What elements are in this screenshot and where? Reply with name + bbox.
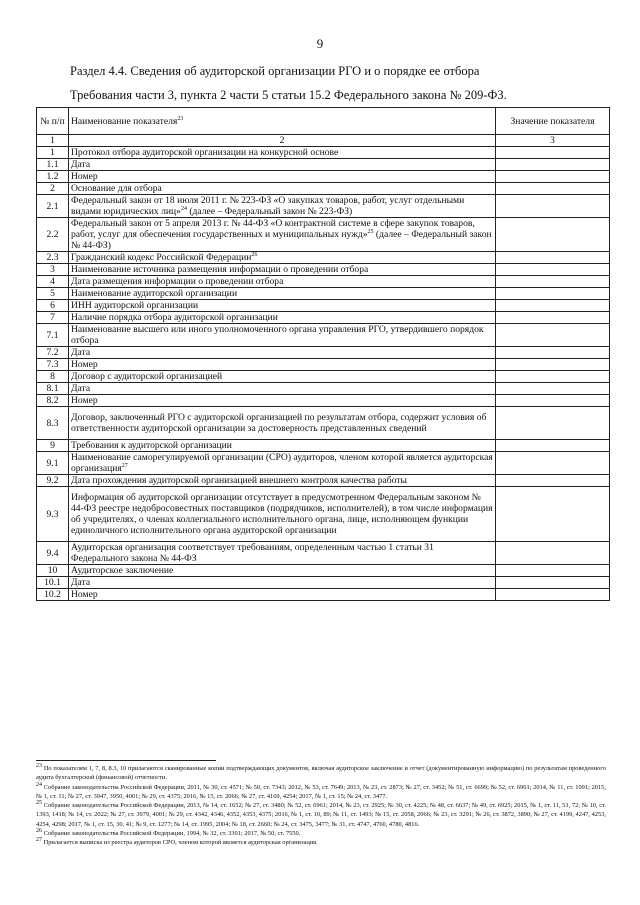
footnote — [36, 764, 606, 783]
table-row — [37, 395, 610, 407]
indicator-text: Номер — [71, 171, 98, 182]
row-value — [496, 300, 610, 312]
indicator-text: Дата — [71, 347, 91, 358]
table-row — [37, 288, 610, 300]
row-indicator-name — [69, 276, 496, 288]
indicator-text: Наименование высшего или иного уполномоченного органа управления РГО, утвердившего порядок отбора — [71, 324, 484, 346]
page-number: 9 — [316, 36, 324, 51]
table-body — [37, 147, 610, 601]
footnote — [36, 801, 606, 829]
row-indicator-name — [69, 264, 496, 276]
row-num: 2.2 — [37, 218, 69, 252]
header-value: Значение показателя — [496, 108, 610, 135]
row-num: 7 — [37, 312, 69, 324]
footnote-text: Собрание законодательства Российской Федерации, 2013, № 14, ст. 1652; № 27, ст. 3480; № 52, ст. 6961; 2014, № 23, ст. 2925; № 30, ст. 4225; № 48, ст. 6637; № 49, ст. 6925; 2015, № 1, ст. 11, 51, 72; № 10, ст. 1393, 1418; № 14, ст. 2022; № 27, ст. 3979, 4001; № 29, ст. 4342, 4346, 4352, 4353, 4375; 2016, № 1, ст. 10, 89; № 11, ст. 1493; № 15, ст. 2058, 2066; № 23, ст. 3291; № 26, ст. 3872, 3890; № 27, ст. 4199, 4247, 4253, 4254, 4298; 2017, № 1, ст. 15, 30, 41; № 9, ст. 1277; № 14, ст. 1995, 2004; № 18, ст. 2660; № 24, ст. 3475, 3477; № 31, ст. 4747, 4760, 4780, 4816. — [36, 802, 607, 828]
row-value — [496, 252, 610, 264]
header-name: Наименование показателя$^{23}$ — [69, 108, 496, 135]
row-num: 1.1 — [37, 159, 69, 171]
row-indicator-name — [69, 395, 496, 407]
row-num: 4 — [37, 276, 69, 288]
table-row — [37, 347, 610, 359]
row-indicator-name — [69, 383, 496, 395]
row-indicator-name — [69, 288, 496, 300]
row-indicator-name — [69, 487, 496, 542]
indicator-text: Номер — [71, 589, 98, 600]
indicator-text: Протокол отбора аудиторской организации на конкурсной основе — [71, 147, 339, 158]
table-row — [37, 218, 610, 252]
indicator-text: Номер — [71, 395, 98, 406]
footnote-number: 26 — [36, 827, 42, 834]
row-indicator-name — [69, 312, 496, 324]
indicator-text: Требования к аудиторской организации — [71, 440, 232, 451]
row-num: 1 — [37, 147, 69, 159]
row-value — [496, 159, 610, 171]
row-value — [496, 407, 610, 440]
requirements-title: Требования части 3, пункта 2 части 5 статьи 15.2 Федерального закона № 209-ФЗ. — [70, 88, 507, 102]
footnote-number: 24 — [36, 781, 42, 788]
row-indicator-name — [69, 195, 496, 218]
table-row — [37, 577, 610, 589]
table-row — [37, 475, 610, 487]
row-value — [496, 359, 610, 371]
indicator-text: Основание для отбора — [71, 183, 162, 194]
indicator-text: Гражданский кодекс Российской Федерации — [71, 252, 252, 263]
row-value — [496, 487, 610, 542]
footnote-number: 27 — [36, 837, 42, 844]
table-row — [37, 300, 610, 312]
row-num: 9.3 — [37, 487, 69, 542]
row-indicator-name — [69, 218, 496, 252]
row-indicator-name — [69, 300, 496, 312]
table-row — [37, 565, 610, 577]
row-value — [496, 324, 610, 347]
footnote-mark: 24 — [180, 205, 187, 212]
row-num: 2 — [37, 183, 69, 195]
row-value — [496, 577, 610, 589]
row-value — [496, 589, 610, 601]
row-num: 2.1 — [37, 195, 69, 218]
row-num: 1.2 — [37, 171, 69, 183]
footnote-text: По показателям 1, 7, 8, 8.3, 10 прилагаются сканированные копии подтверждающих документов, включая аудиторское заключение и отчет (документированную информацию) по результатам проведенного аудита бухгалтерской (финансовой) отчетности. — [36, 765, 606, 782]
row-num: 10.2 — [37, 589, 69, 601]
indicator-text: Дата — [71, 159, 91, 170]
footnote-mark: 27 — [121, 462, 128, 469]
table-row — [37, 383, 610, 395]
col-number-2: 2 — [69, 135, 496, 147]
row-value — [496, 264, 610, 276]
row-num: 7.2 — [37, 347, 69, 359]
col-number-1: 1 — [37, 135, 69, 147]
indicator-text: Дата — [71, 577, 91, 588]
row-value — [496, 452, 610, 475]
indicator-text: Номер — [71, 359, 98, 370]
row-value — [496, 383, 610, 395]
row-indicator-name — [69, 159, 496, 171]
row-value — [496, 288, 610, 300]
footnote-divider — [36, 760, 216, 761]
table-row — [37, 147, 610, 159]
row-num: 9 — [37, 440, 69, 452]
row-value — [496, 218, 610, 252]
row-num: 7.1 — [37, 324, 69, 347]
table-row — [37, 440, 610, 452]
row-indicator-name — [69, 359, 496, 371]
indicator-text: Наименование аудиторской организации — [71, 288, 238, 299]
footnote — [36, 829, 606, 838]
row-indicator-name — [69, 252, 496, 264]
row-value — [496, 542, 610, 565]
section-title: Раздел 4.4. Сведения об аудиторской организации РГО и о порядке ее отбора — [70, 64, 480, 78]
footnote-mark: 26 — [251, 251, 258, 258]
row-value — [496, 195, 610, 218]
row-num: 3 — [37, 264, 69, 276]
footnote-text: Собрание законодательства Российской Федерации, 2011, № 30, ст. 4571; № 50, ст. 7343; 2012, № 53, ст. 7649; 2013, № 23, ст. 2873; № 27, ст. 3452; № 51, ст. 6699; № 52, ст. 6961; 2014, № 11, ст. 1091; 2015, № 1, ст. 11; № 27, ст. 3947, 3950, 4001; № 29, ст. 4375; 2016, № 15, ст. 2066; № 27, ст. 4169, 4254; 2017, № 1, ст. 15; № 24, ст. 3477. — [36, 783, 606, 800]
table-row — [37, 159, 610, 171]
row-value — [496, 371, 610, 383]
row-num: 9.2 — [37, 475, 69, 487]
row-value — [496, 276, 610, 288]
row-indicator-name — [69, 440, 496, 452]
indicator-text: Наименование саморегулируемой организации (СРО) аудиторов, членом которой является аудиторская организация — [71, 452, 493, 474]
row-value — [496, 312, 610, 324]
row-value — [496, 347, 610, 359]
row-indicator-name — [69, 452, 496, 475]
row-num: 2.3 — [37, 252, 69, 264]
table-row — [37, 407, 610, 440]
indicator-text: Аудиторская организация соответствует требованиям, определенным частью 1 статьи 31 Федерального закона № 44-ФЗ — [71, 542, 434, 564]
row-indicator-name — [69, 324, 496, 347]
footnote — [36, 838, 606, 847]
row-indicator-name — [69, 589, 496, 601]
row-num: 10.1 — [37, 577, 69, 589]
row-num: 8.2 — [37, 395, 69, 407]
indicator-text: Федеральный закон от 18 июля 2011 г. № 223-ФЗ «О закупках товаров, работ, услуг отдельными видами юридических лиц» — [71, 195, 465, 217]
table-row — [37, 252, 610, 264]
table-row — [37, 324, 610, 347]
row-indicator-name — [69, 147, 496, 159]
row-num: 8.1 — [37, 383, 69, 395]
footnote — [36, 783, 606, 802]
table-row — [37, 452, 610, 475]
row-num: 8.3 — [37, 407, 69, 440]
indicator-text: Наличие порядка отбора аудиторской организации — [71, 312, 278, 323]
row-indicator-name — [69, 171, 496, 183]
table-row — [37, 183, 610, 195]
row-value — [496, 440, 610, 452]
footnote-text: Собрание законодательства Российской Федерации, 1994, № 32, ст. 3301; 2017, № 50, ст. 7550. — [43, 830, 301, 838]
table-row — [37, 589, 610, 601]
footnote-number: 25 — [36, 800, 42, 807]
table-row — [37, 312, 610, 324]
row-value — [496, 147, 610, 159]
row-indicator-name — [69, 347, 496, 359]
row-indicator-name — [69, 475, 496, 487]
row-num: 5 — [37, 288, 69, 300]
table-row — [37, 371, 610, 383]
row-value — [496, 183, 610, 195]
indicator-text: Информация об аудиторской организации отсутствует в предусмотренном Федеральным законом № 44-ФЗ реестре недобросовестных поставщиков (подрядчиков, исполнителей), в том числе информация об учредителях, о членах коллегиального исполнительного органа, лице, исполняющем функции единоличного исполнительного органа аудиторской организации — [71, 492, 493, 536]
table-row — [37, 264, 610, 276]
indicators-table — [36, 107, 610, 601]
indicator-text-tail: (далее – Федеральный закон № 44-ФЗ) — [71, 229, 492, 251]
footnote-text: Прилагается выписка из реестра аудиторов СРО, членом которой является аудиторская организация. — [43, 839, 318, 847]
indicator-text: Наименование источника размещения информации о проведении отбора — [71, 264, 369, 275]
indicator-text: Дата — [71, 383, 91, 394]
indicator-text: Аудиторское заключение — [71, 565, 174, 576]
row-indicator-name — [69, 183, 496, 195]
indicator-text: Дата размещения информации о проведении отбора — [71, 276, 284, 287]
table-row — [37, 171, 610, 183]
row-indicator-name — [69, 565, 496, 577]
row-indicator-name — [69, 407, 496, 440]
row-value — [496, 171, 610, 183]
table-row — [37, 542, 610, 565]
table-row — [37, 359, 610, 371]
table-row — [37, 487, 610, 542]
row-indicator-name — [69, 577, 496, 589]
row-indicator-name — [69, 371, 496, 383]
indicator-text: Дата прохождения аудиторской организацией внешнего контроля качества работы — [71, 475, 407, 486]
row-value — [496, 475, 610, 487]
indicator-text: Федеральный закон от 5 апреля 2013 г. № 44-ФЗ «О контрактной системе в сфере закупок товаров, работ, услуг для обеспечения государственных и муниципальных нужд» — [71, 218, 475, 240]
row-value — [496, 565, 610, 577]
row-num: 9.1 — [37, 452, 69, 475]
header-num: № п/п — [37, 108, 69, 135]
row-value — [496, 395, 610, 407]
row-num: 8 — [37, 371, 69, 383]
footnote-number: 23 — [36, 762, 42, 769]
row-num: 9.4 — [37, 542, 69, 565]
row-num: 10 — [37, 565, 69, 577]
indicator-text: ИНН аудиторской организации — [71, 300, 199, 311]
row-num: 6 — [37, 300, 69, 312]
indicator-text: Договор с аудиторской организацией — [71, 371, 223, 382]
footnotes — [36, 764, 606, 848]
row-indicator-name — [69, 542, 496, 565]
header-name-footnote-mark: 23 — [177, 115, 184, 122]
footnote-mark: 25 — [367, 228, 374, 235]
indicator-text-tail: (далее – Федеральный закон № 223-ФЗ) — [186, 206, 353, 217]
col-number-3: 3 — [496, 135, 610, 147]
row-num: 7.3 — [37, 359, 69, 371]
indicator-text: Договор, заключенный РГО с аудиторской организацией по результатам отбора, содержит условия об ответственности аудиторской организации за достоверность представленных сведений — [71, 412, 487, 434]
table-row — [37, 276, 610, 288]
table-row — [37, 195, 610, 218]
